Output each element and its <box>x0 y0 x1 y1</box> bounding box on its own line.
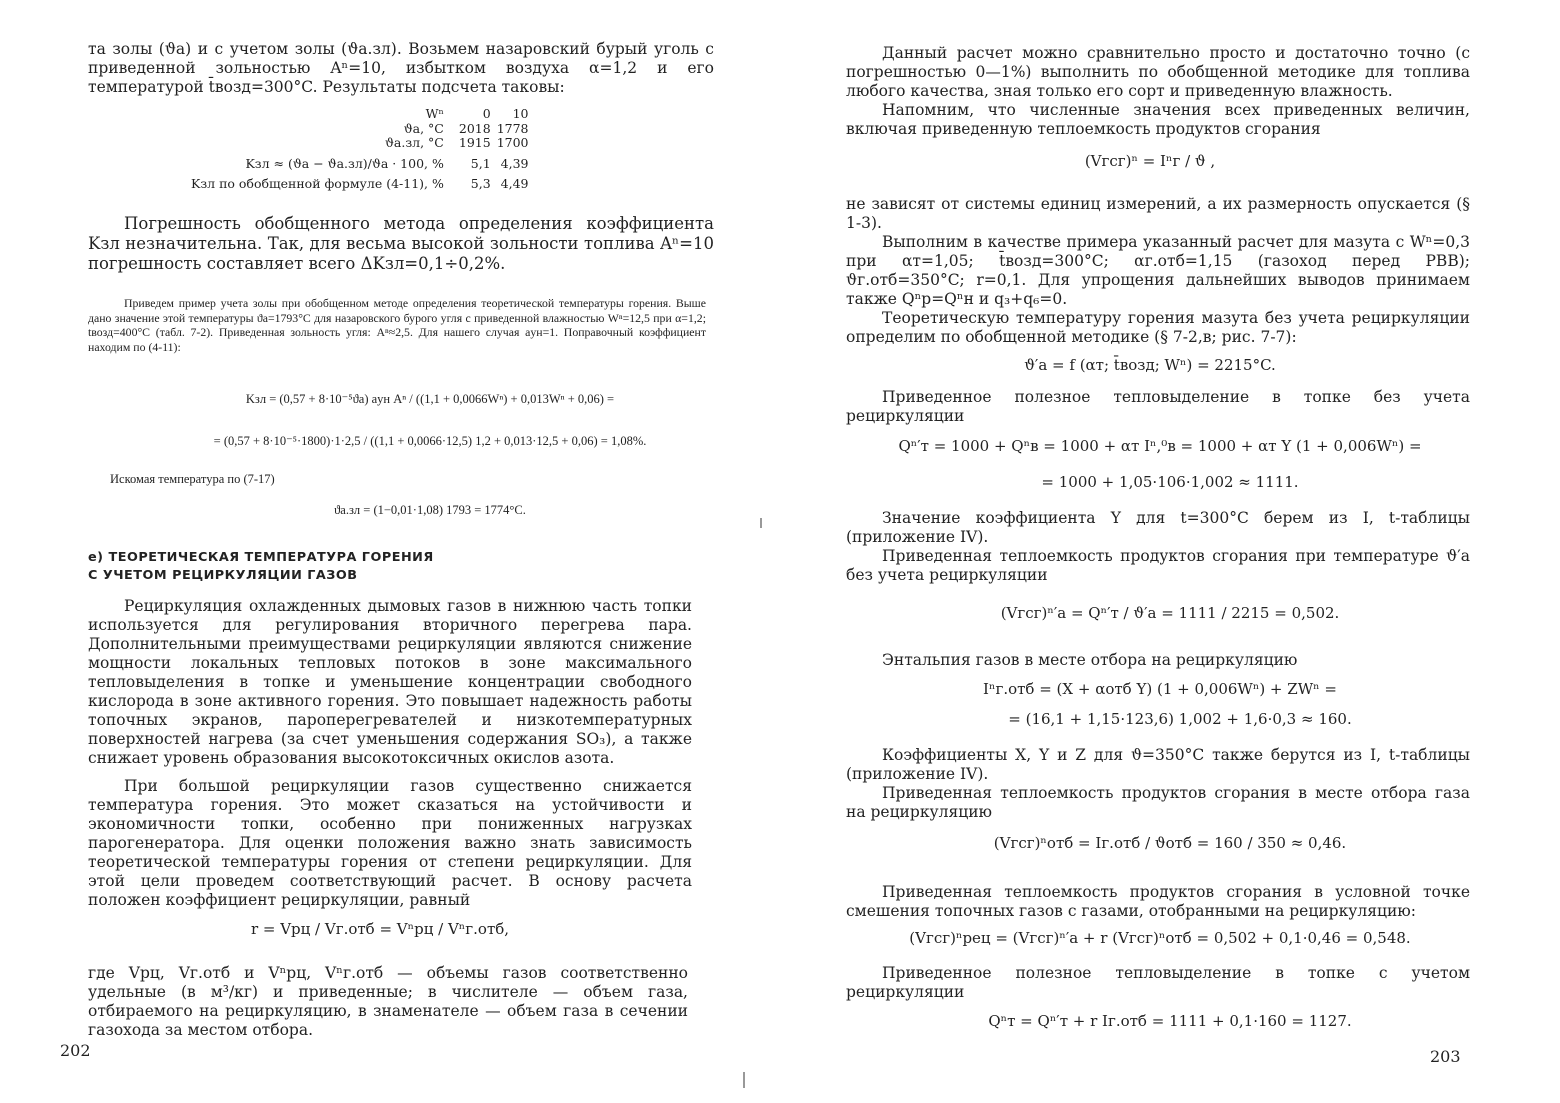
table-row <box>188 171 532 192</box>
equation-heat-capacity-a: (Vгcг)ⁿ′а = Qⁿ′т / ϑ′а = 1111 / 2215 = 0,502. <box>1000 604 1340 622</box>
paragraph-6: Приведенное полезное тепловыделение в топке без учета рециркуляции <box>846 388 1470 425</box>
section-heading <box>88 549 434 585</box>
equation-enthalpy: Iⁿг.отб = (X + αотб Y) (1 + 0,006Wⁿ) + ZWⁿ = <box>983 680 1337 698</box>
equation-heat-release-value: = 1000 + 1,05·106·1,002 ≈ 1111. <box>1041 473 1299 491</box>
equation-k-formula: Kзл = (0,57 + 8·10⁻⁵ϑа) aун Aⁿ / ((1,1 + 0,0066Wⁿ) + 0,013Wⁿ + 0,06) = <box>245 392 615 406</box>
paragraph-3: не зависят от системы единиц измерений, а их размерность опускается (§ 1-3). <box>846 195 1470 232</box>
equation-heat-release: Qⁿ′т = 1000 + Qⁿв = 1000 + αт Iⁿ,⁰в = 1000 + αт Y (1 + 0,006Wⁿ) = <box>898 437 1422 455</box>
equation-enthalpy-value: = (16,1 + 1,15·123,6) 1,002 + 1,6·0,3 ≈ 160. <box>1008 710 1352 728</box>
page-number: 202 <box>60 1041 91 1060</box>
intro-paragraph: та золы (ϑа) и с учетом золы (ϑа.зл). Возьмем назаровский бурый уголь с приведенной зольностью Aⁿ=10, избытком воздуха α=1,2 и его температурой t̄возд=300°C. Результаты подсчета таковы: <box>88 40 714 96</box>
equation-heat-capacity-otb: (Vгcг)ⁿотб = Iг.отб / ϑотб = 160 / 350 ≈ 0,46. <box>993 834 1347 852</box>
table-row <box>188 151 532 172</box>
equation-heat-release-rec: Qⁿт = Qⁿ′т + r Iг.отб = 1111 + 0,1·160 = 1127. <box>988 1012 1352 1030</box>
table-cell: 1700 <box>496 135 529 150</box>
table-row <box>188 107 532 122</box>
table-row <box>188 122 532 137</box>
table-cell: Kзл ≈ (ϑа − ϑа.зл)/ϑа · 100, % <box>245 155 444 171</box>
recirculation-paragraph-1: Рециркуляция охлажденных дымовых газов в нижнюю часть топки используется для регулирования вторичного перегрева пара. Дополнительными преимуществами рециркуляции являются снижение мощности локальных тепловых потоков в зоне максимального тепловыделения в топке и уменьшение концентрации свободного кислорода в зоне активного горения. Это повышает надежность работы топочных экранов, пароперегревателей и низкотемпературных поверхностей нагрева (за счет уменьшения содержания SO₃), а также снижает уровень образования высокотоксичных окислов азота. <box>88 597 692 767</box>
paragraph-9: Энтальпия газов в месте отбора на рециркуляцию <box>882 651 1298 669</box>
table-cell: ϑа, °C <box>403 120 444 136</box>
table-cell: Kзл по обобщенной формуле (4-11), % <box>191 176 444 191</box>
section-heading-line1: е) ТЕОРЕТИЧЕСКАЯ ТЕМПЕРАТУРА ГОРЕНИЯ <box>88 550 434 565</box>
example-paragraph: Приведем пример учета золы при обобщенном методе определения теоретической температуры горения. Выше дано значение этой температуры ϑа=1793°C для назаровского бурого угля с приведенной влажностью Wⁿ=12,5 при α=1,2; tвозд=400°C (табл. 7-2). Приведенная зольность угля: Aⁿ≈2,5. Для нашего случая aун=1. Поправочный коэффициент находим по (4-11): <box>88 296 706 354</box>
table-row <box>188 136 532 151</box>
equation-r: r = Vрц / Vг.отб = Vⁿрц / Vⁿг.отб, <box>250 920 510 938</box>
equation-k-value: = (0,57 + 8·10⁻⁵·1800)·1·2,5 / ((1,1 + 0,0066·12,5) 1,2 + 0,013·12,5 + 0,06) = 1,08%. <box>213 434 647 448</box>
paragraph-13: Приведенное полезное тепловыделение в топке с учетом рециркуляции <box>846 964 1470 1001</box>
paragraph-7: Значение коэффициента Y для t=300°C берем из I, t-таблицы (приложение IV). <box>846 509 1470 546</box>
paragraph-8: Приведенная теплоемкость продуктов сгорания при температуре ϑ′а без учета рециркуляции <box>846 547 1470 584</box>
gutter-mark <box>743 1072 745 1088</box>
paragraph-12: Приведенная теплоемкость продуктов сгорания в условной точке смешения топочных газов с газами, отобранными на рециркуляцию: <box>846 883 1470 920</box>
where-paragraph: где Vрц, Vг.отб и Vⁿрц, Vⁿг.отб — объемы газов соответственно удельные (в м³/кг) и приведенные; в числителе — объем газа, отбираемого на рециркуляцию, в знаменателе — объем газа в сечении газохода за местом отбора. <box>88 964 688 1039</box>
recirculation-paragraph-2: При большой рециркуляции газов существенно снижается температура горения. Это может сказаться на устойчивости и экономичности топки, особенно при пониженных нагрузках парогенератора. Для оценки положения важно знать зависимость теоретической температуры горения от степени рециркуляции. Для этой цели проведем соответствующий расчет. В основу расчета положен коэффициент рециркуляции, равный <box>88 777 692 909</box>
table-cell: 2018 <box>458 120 491 136</box>
equation-heat-capacity-rec: (Vгcг)ⁿрец = (Vгcг)ⁿ′а + r (Vгcг)ⁿотб = 0,502 + 0,1·0,46 = 0,548. <box>909 929 1411 947</box>
paragraph-11: Приведенная теплоемкость продуктов сгорания в месте отбора газа на рециркуляцию <box>846 784 1470 821</box>
table-cell: 10 <box>512 106 529 121</box>
paragraph-10: Коэффициенты X, Y и Z для ϑ=350°C также берутся из I, t-таблицы (приложение IV). <box>846 746 1470 783</box>
table-cell: 1915 <box>458 135 491 150</box>
table-cell: 0 <box>482 106 491 121</box>
table-cell: 1778 <box>496 120 529 136</box>
equation-theta-a: ϑ′а = f (αт; t̄возд; Wⁿ) = 2215°C. <box>1024 356 1276 374</box>
gutter-mark <box>760 518 762 528</box>
paragraph-1: Данный расчет можно сравнительно просто и достаточно точно (с погрешностью 0—1%) выполнить по обобщенной методике для топлива любого качества, зная только его сорт и приведенную влажность. <box>846 44 1470 100</box>
paragraph-5: Теоретическую температуру горения мазута без учета рециркуляции определим по обобщенной методике (§ 7-2,в; рис. 7-7): <box>846 309 1470 346</box>
equation-heat-capacity: (Vгcг)ⁿ = Iⁿг / ϑ , <box>1084 152 1216 170</box>
equation-temperature: ϑа.зл = (1−0,01·1,08) 1793 = 1774°C. <box>334 503 526 517</box>
table-cell: 5,1 <box>470 155 491 171</box>
results-table <box>188 107 532 192</box>
table-cell: Wⁿ <box>425 106 444 121</box>
table-cell: 4,39 <box>500 155 529 171</box>
sought-temperature-label: Искомая температура по (7-17) <box>110 472 275 486</box>
table-cell: 5,3 <box>470 176 491 191</box>
table-cell: 4,49 <box>500 176 529 191</box>
table-cell: ϑа.зл, °C <box>384 135 444 150</box>
right-page <box>780 0 1560 1103</box>
section-heading-line2: С УЧЕТОМ РЕЦИРКУЛЯЦИИ ГАЗОВ <box>88 568 358 583</box>
page-number: 203 <box>1430 1047 1461 1066</box>
error-paragraph: Погрешность обобщенного метода определения коэффициента Kзл незначительна. Так, для весьма высокой зольности топлива Aⁿ=10 погрешность составляет всего ΔKзл=0,1÷0,2%. <box>88 214 714 273</box>
paragraph-4: Выполним в качестве примера указанный расчет для мазута с Wⁿ=0,3 при αт=1,05; t̄возд=300°C; αг.отб=1,15 (газоход перед РВВ); ϑг.отб=350°C; r=0,1. Для упрощения дальнейших выводов принимаем также Qⁿр=Qⁿн и q₃+q₆=0. <box>846 233 1470 308</box>
paragraph-2: Напомним, что численные значения всех приведенных величин, включая приведенную теплоемкость продуктов сгорания <box>846 101 1470 138</box>
